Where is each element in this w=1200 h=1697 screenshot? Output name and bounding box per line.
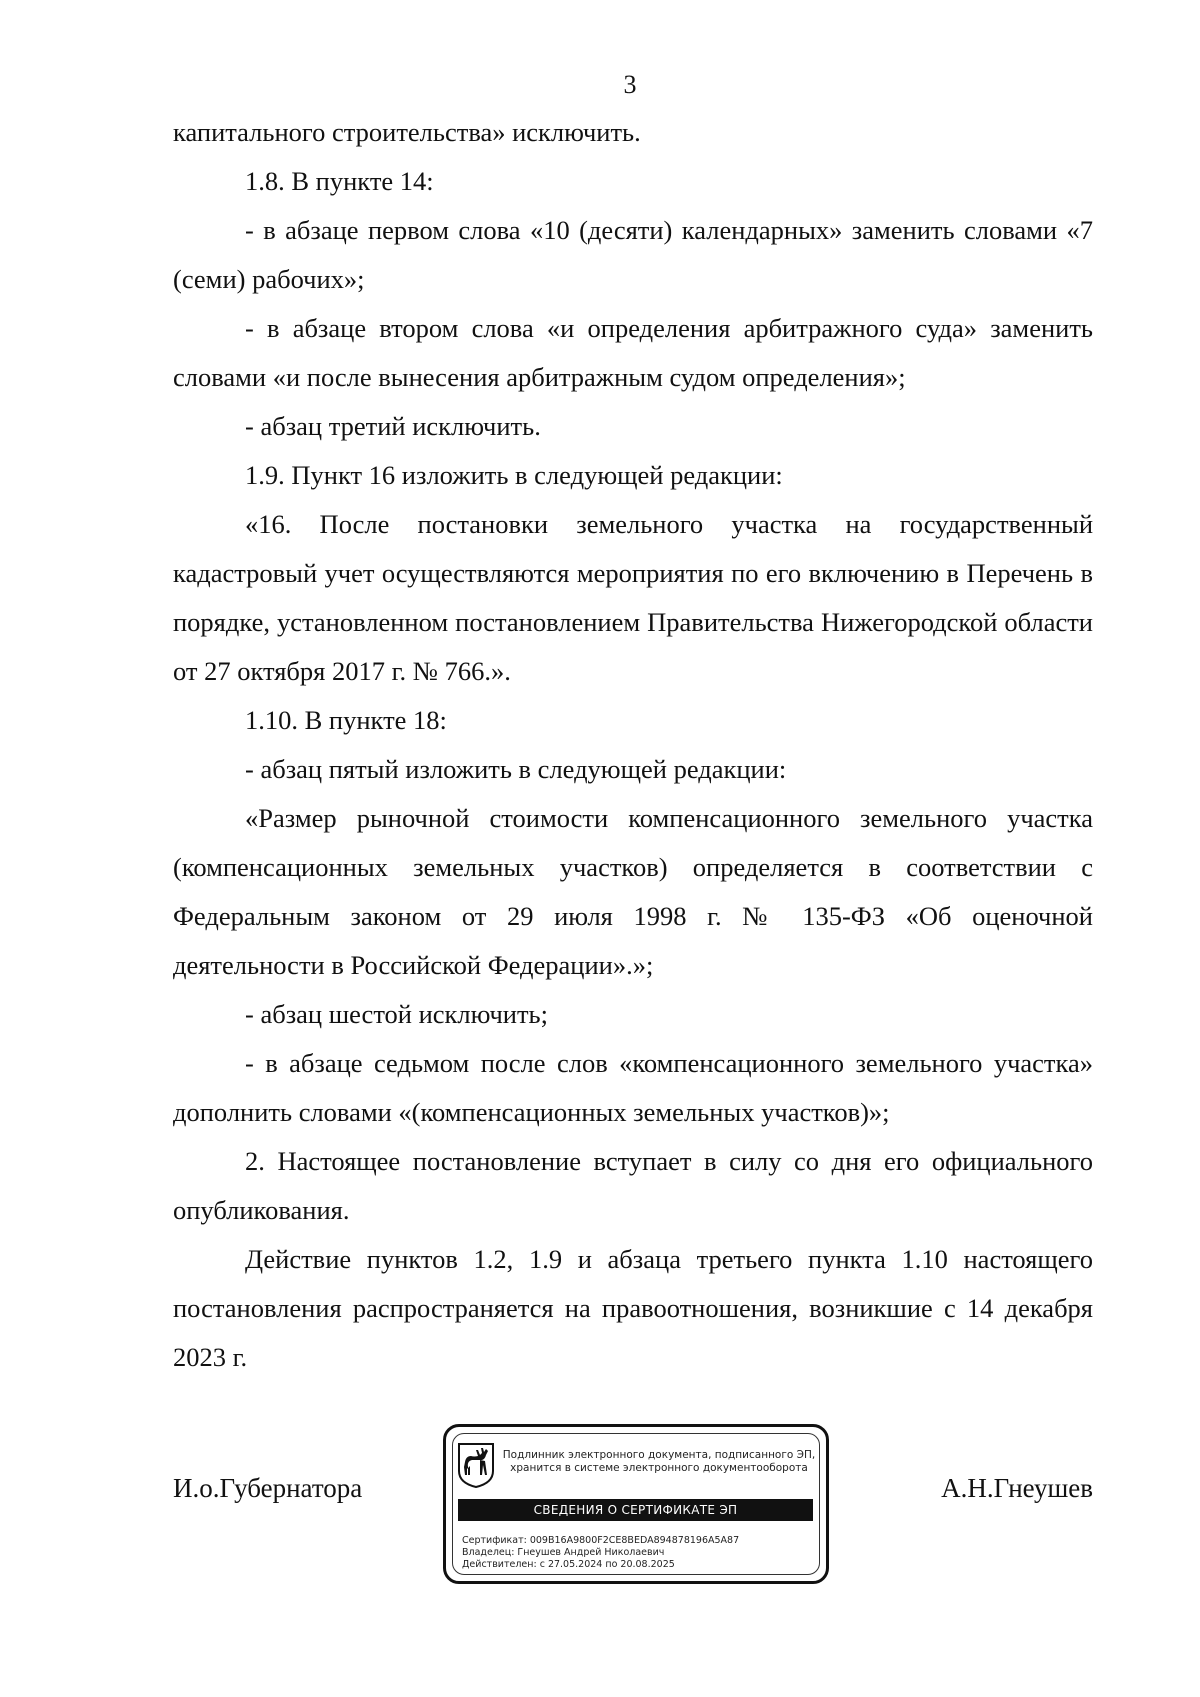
nizhny-novgorod-deer-emblem-icon (456, 1441, 496, 1489)
signer-name: А.Н.Гнеушев (941, 1473, 1093, 1503)
stamp-header (500, 1449, 818, 1475)
signer-title: И.о.Губернатора (173, 1473, 363, 1503)
paragraph-item-1-10-abzac-5-text: «Размер рыночной стоимости компенсационного земельного участка (компенсационных земельных участков) определяется в соответствии с Федеральным законом от 29 июля 1998 г. № 135-ФЗ «Об оценочной деятельности в Российской Федерации».»; (173, 803, 1093, 980)
stamp-details (462, 1535, 739, 1571)
electronic-signature-stamp (443, 1424, 829, 1584)
paragraph-item-1-8-abzac-3: - абзац третий исключить. (245, 411, 541, 441)
stamp-header-line-1: Подлинник электронного документа, подписанного ЭП, (502, 1449, 816, 1461)
paragraph-effective-date: Действие пунктов 1.2, 1.9 и абзаца третьего пункта 1.10 настоящего постановления распространяется на правоотношения, возникшие с 14 декабря 2023 г. (173, 1244, 1093, 1372)
stamp-owner: Владелец: Гнеушев Андрей Николаевич (462, 1547, 665, 1558)
paragraph-item-1-10-abzac-6: - абзац шестой исключить; (245, 999, 548, 1029)
paragraph-item-1-8-abzac-1: - в абзаце первом слова «10 (десяти) календарных» заменить словами «7 (семи) рабочих»; (173, 215, 1093, 294)
paragraph-item-1-8-abzac-2: - в абзаце втором слова «и определения арбитражного суда» заменить словами «и после вынесения арбитражным судом определения»; (173, 313, 1093, 392)
paragraph-item-1-10-abzac-5: - абзац пятый изложить в следующей редакции: (245, 754, 787, 784)
paragraph-item-1-10-abzac-7: - в абзаце седьмом после слов «компенсационного земельного участка» дополнить словами «(компенсационных земельных участков)»; (173, 1048, 1093, 1127)
paragraph-item-1-10: 1.10. В пункте 18: (245, 705, 447, 735)
stamp-certificate-id: Сертификат: 009B16A9800F2CE8BEDA894878196A5A87 (462, 1535, 740, 1546)
paragraph-continuation: капитального строительства» исключить. (173, 117, 641, 147)
stamp-validity: Действителен: с 27.05.2024 по 20.08.2025 (462, 1559, 675, 1570)
page-number: 3 (623, 70, 637, 99)
stamp-header-line-2: хранится в системе электронного документооборота (510, 1462, 808, 1474)
document-body (173, 108, 1093, 1382)
paragraph-item-1-9: 1.9. Пункт 16 изложить в следующей редакции: (245, 460, 783, 490)
paragraph-item-2: 2. Настоящее постановление вступает в силу со дня его официального опубликования. (173, 1146, 1093, 1225)
paragraph-item-1-8: 1.8. В пункте 14: (245, 166, 434, 196)
paragraph-item-1-9-text: «16. После постановки земельного участка на государственный кадастровый учет осуществляются мероприятия по его включению в Перечень в порядке, установленном постановлением Правительства Нижегородской области от 27 октября 2017 г. № 766.». (173, 509, 1093, 686)
stamp-certificate-bar: СВЕДЕНИЯ О СЕРТИФИКАТЕ ЭП (458, 1499, 813, 1521)
